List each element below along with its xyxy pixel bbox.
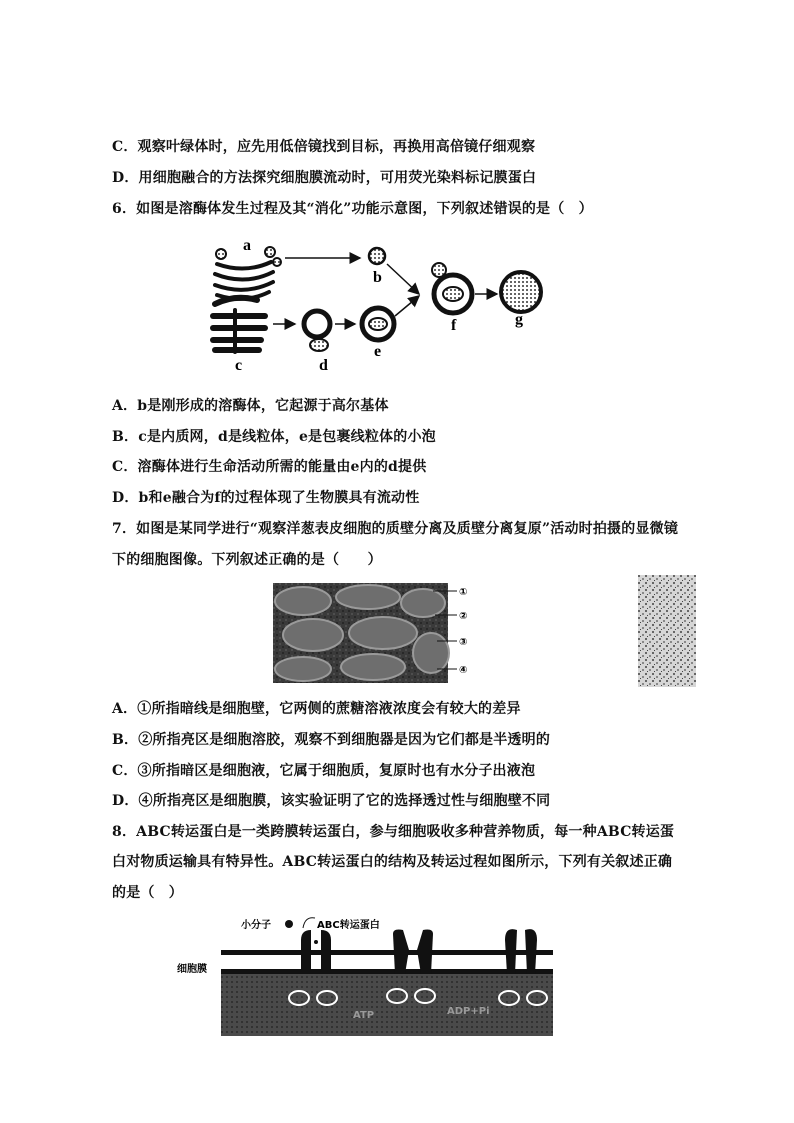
label-atp: ATP — [353, 1010, 375, 1021]
question-8-stem-1: 8．ABC转运蛋白是一类跨膜转运蛋白，参与细胞吸收多种营养物质，每一种ABC转运蛋 — [112, 824, 675, 840]
question-6-stem: 6．如图是溶酶体发生过程及其“消化”功能示意图，下列叙述错误的是（ ） — [112, 201, 593, 217]
label-b: b — [373, 269, 382, 286]
option-c-q6: C．溶酶体进行生命活动所需的能量由e内的d提供 — [112, 459, 427, 475]
label-adp: ADP+Pi — [447, 1006, 490, 1017]
option-d-q5: D．用细胞融合的方法探究细胞膜流动时，可用荧光染料标记膜蛋白 — [112, 170, 537, 186]
marker-4: ④ — [459, 665, 468, 676]
label-a: a — [243, 237, 251, 254]
abc-transporter-diagram — [175, 910, 565, 1036]
option-d-q6: D．b和e融合为f的过程体现了生物膜具有流动性 — [112, 490, 420, 506]
vesicle-forming — [304, 311, 330, 337]
marker-2: ② — [459, 611, 468, 622]
label-abc-transporter: ABC转运蛋白 — [317, 920, 380, 931]
question-7-stem-1: 7．如图是某同学进行“观察洋葱表皮细胞的质壁分离及质壁分离复原”活动时拍摄的显微镜 — [112, 521, 679, 537]
label-small-molecule: 小分子 — [241, 920, 271, 931]
small-molecule-dot — [285, 920, 293, 928]
cytoplasm — [221, 974, 553, 1036]
marker-1: ① — [459, 587, 468, 598]
label-f: f — [451, 317, 457, 334]
question-8-stem-2: 白对物质运输具有特异性。ABC转运蛋白的结构及转运过程如图所示，下列有关叙述正确 — [112, 854, 673, 870]
marker-3: ③ — [459, 637, 468, 648]
label-e: e — [374, 343, 382, 360]
option-b-q7: B．②所指亮区是细胞溶胶，观察不到细胞器是因为它们都是半透明的 — [112, 732, 551, 748]
label-c: c — [235, 357, 243, 374]
mitochondrion-d — [310, 339, 328, 351]
question-8-stem-3: 的是（ ） — [112, 885, 183, 901]
structure-g — [501, 272, 541, 312]
option-a-q6: A．b是刚形成的溶酶体，它起源于高尔基体 — [112, 398, 389, 414]
option-a-q7: A．①所指暗线是细胞壁，它两侧的蔗糖溶液浓度会有较大的差异 — [112, 701, 521, 717]
onion-cell-micrograph — [273, 583, 473, 683]
endoplasmic-reticulum-c — [213, 298, 265, 352]
option-b-q6: B．c是内质网，d是线粒体，e是包裹线粒体的小泡 — [112, 429, 436, 445]
option-c-q5: C．观察叶绿体时，应先用低倍镜找到目标，再换用高倍镜仔细观察 — [112, 139, 536, 155]
label-cell-membrane: 细胞膜 — [177, 964, 207, 975]
question-7-stem-2: 下的细胞图像。下列叙述正确的是（ ） — [112, 552, 382, 568]
label-g: g — [515, 311, 523, 328]
option-d-q7: D．④所指亮区是细胞膜，该实验证明了它的选择透过性与细胞壁不同 — [112, 793, 551, 809]
scan-noise — [638, 575, 696, 687]
lysosome-diagram — [205, 232, 565, 374]
lysosome-b — [369, 248, 385, 264]
golgi-apparatus-a — [215, 247, 281, 299]
option-c-q7: C．③所指暗区是细胞液，它属于细胞质，复原时也有水分子出液泡 — [112, 763, 536, 779]
label-d: d — [319, 357, 328, 374]
